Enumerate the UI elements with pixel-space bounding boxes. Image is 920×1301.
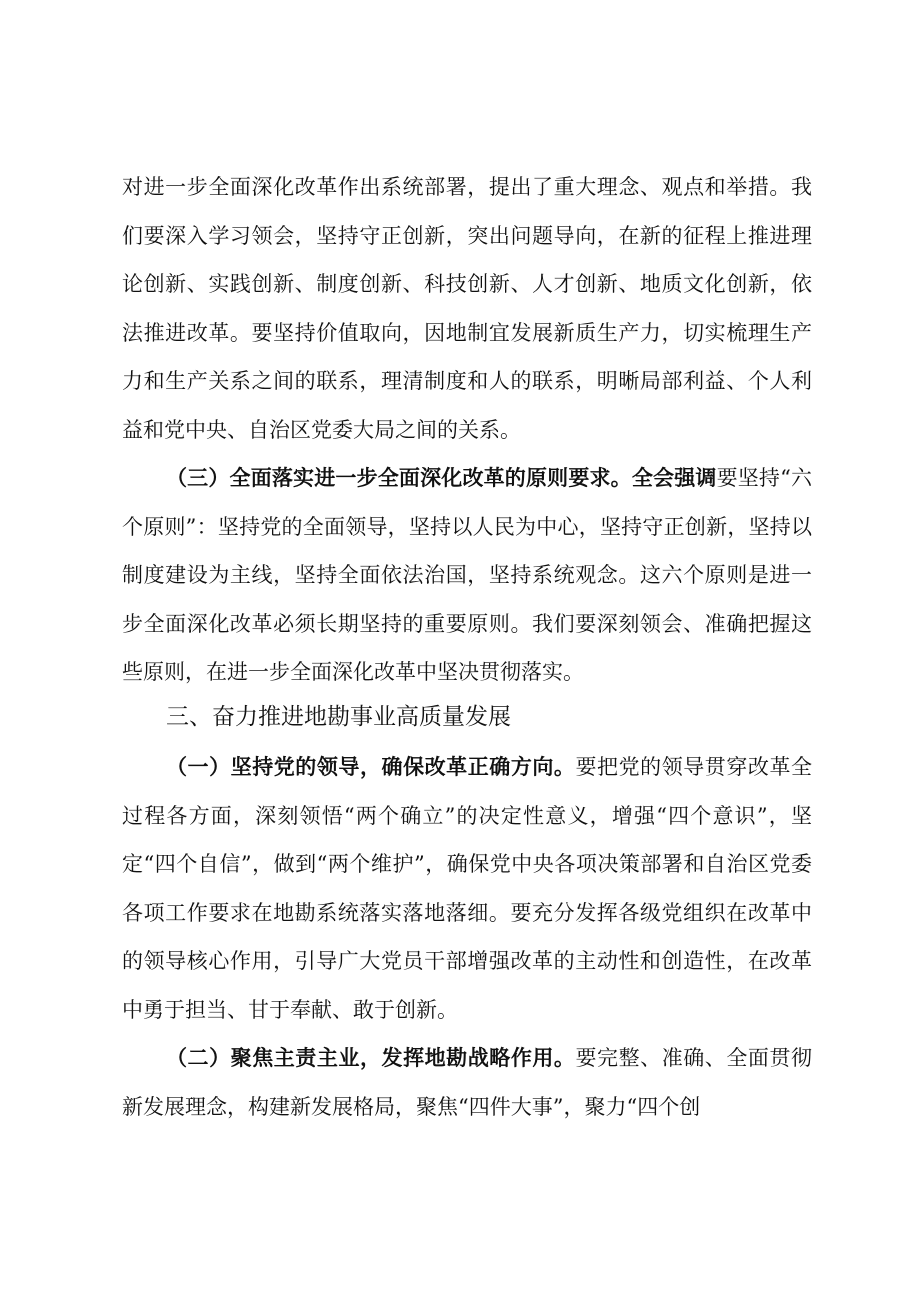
paragraph-reform-deployment [122, 163, 812, 454]
paragraph-core-business [122, 1034, 812, 1131]
paragraph-text: 要完整、准确、全面贯彻新发展理念，构建新发展格局，聚焦“四件大事”，聚力“四个创 [122, 1046, 813, 1119]
paragraph-text: 对进一步全面深化改革作出系统部署，提出了重大理念、观点和举措。我们要深入学习领会，坚持守正创新，突出问题导向，在新的征程上推进理论创新、实践创新、制度创新、科技创新、人才创新、地质文化创新，依法推进改革。要坚持价值取向，因地制宜发展新质生产力，切实梳理生产力和生产关系之间的联系，理清制度和人的联系，明晰局部利益、个人利益和党中央、自治区党委大局之间的关系。 [122, 175, 812, 442]
paragraph-text: 要把党的领导贯穿改革全过程各方面，深刻领悟“两个确立”的决定性意义，增强“四个意识”，坚定“四个自信”，做到“两个维护”，确保党中央各项决策部署和自治区党委各项工作要求在地勘系统落实落地落细。要充分发挥各级党组织在改革中的领导核心作用，引导广大党员干部增强改革的主动性和创造性，在改革中勇于担当、甘于奉献、敢于创新。 [122, 755, 813, 1022]
paragraph-lead: （一）坚持党的领导，确保改革正确方向。 [166, 754, 576, 779]
paragraph-party-leadership [122, 743, 812, 1034]
paragraph-lead: （三）全面落实进一步全面深化改革的原则要求。全会强调 [166, 465, 717, 490]
section-heading: 三、奋力推进地勘事业高质量发展 [166, 704, 511, 730]
paragraph-principles [122, 454, 812, 697]
paragraph-lead: （二）聚焦主责主业，发挥地勘战略作用。 [166, 1045, 576, 1070]
paragraph-text: 要坚持“六个原则”：坚持党的全面领导，坚持以人民为中心，坚持守正创新，坚持以制度建设为主线，坚持全面依法治国，坚持系统观念。这六个原则是进一步全面深化改革必须长期坚持的重要原则。我们要深刻领会、准确把握这些原则，在进一步全面深化改革中坚决贯彻落实。 [122, 466, 812, 684]
